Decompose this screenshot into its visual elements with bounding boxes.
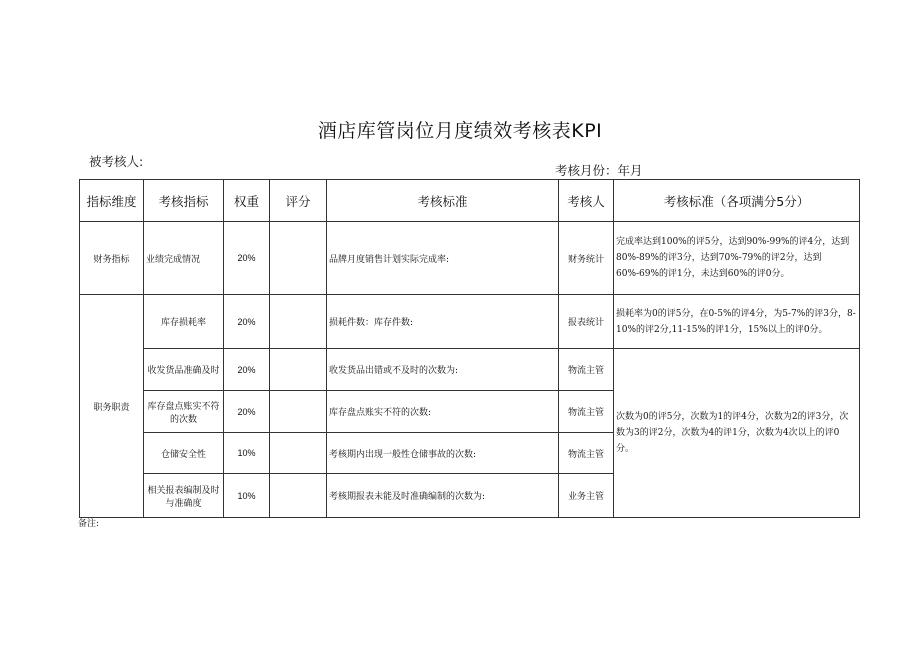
standard-cell: 完成率达到100%的评5分，达到90%-99%的评4分，达到80%-89%的评3分，达到70%-79%的评2分，达到60%-69%的评1分，未达到60%的评0分。 [614,222,860,295]
assessor-cell: 财务统计 [559,222,614,295]
table-row [80,295,860,349]
standard-cell: 损耗率为0的评5分，在0-5%的评4分，为5-7%的评3分，8-10%的评2分,11-15%的评1分，15%以上的评0分。 [614,295,860,349]
assessor-cell: 物流主管 [559,433,614,474]
weight-cell: 20% [224,349,270,391]
weight-cell: 10% [224,433,270,474]
score-cell[interactable] [270,391,327,433]
header-criteria: 考核标准 [327,180,559,222]
weight-cell: 20% [224,391,270,433]
header-score: 评分 [270,180,327,222]
assessor-cell: 报表统计 [559,295,614,349]
criteria-cell: 考核期内出现一般性仓储事故的次数: [327,433,559,474]
indicator-cell: 库存盘点账实不符的次数 [144,391,224,433]
criteria-cell: 损耗件数：库存件数: [327,295,559,349]
score-cell[interactable] [270,433,327,474]
remarks-label: 备注: [78,519,100,529]
assessor-cell: 物流主管 [559,391,614,433]
score-cell[interactable] [270,474,327,518]
assessor-cell: 业务主管 [559,474,614,518]
indicator-cell: 相关报表编制及时与准确度 [144,474,224,518]
page-title: 酒店库管岗位月度绩效考核表KPI [317,120,603,142]
table-row [80,222,860,295]
weight-cell: 10% [224,474,270,518]
criteria-cell: 考核期报表未能及时准确编制的次数为: [327,474,559,518]
table-row [80,349,860,391]
assessor-cell: 物流主管 [559,349,614,391]
header-dimension: 指标维度 [80,180,144,222]
header-standard: 考核标准（各项满分5分） [614,180,860,222]
criteria-cell: 品牌月度销售计划实际完成率: [327,222,559,295]
weight-cell: 20% [224,222,270,295]
score-cell[interactable] [270,295,327,349]
indicator-cell: 库存损耗率 [144,295,224,349]
weight-cell: 20% [224,295,270,349]
header-weight: 权重 [224,180,270,222]
indicator-cell: 仓储安全性 [144,433,224,474]
assessee-label: 被考核人: [89,154,144,169]
indicator-cell: 业绩完成情况 [144,222,224,295]
criteria-cell: 收发货品出错或不及时的次数为: [327,349,559,391]
assessment-month-label: 考核月份：年月 [555,163,643,178]
standard-cell: 次数为0的评5分，次数为1的评4分，次数为2的评3分，次数为3的评2分，次数为4的评1分，次数为4次以上的评0分。 [614,349,860,518]
dimension-cell: 财务指标 [80,222,144,295]
dimension-cell: 职务职责 [80,295,144,518]
header-indicator: 考核指标 [144,180,224,222]
header-assessor: 考核人 [559,180,614,222]
kpi-table [79,179,860,518]
table-header-row [80,180,860,222]
score-cell[interactable] [270,349,327,391]
score-cell[interactable] [270,222,327,295]
criteria-cell: 库存盘点账实不符的次数: [327,391,559,433]
indicator-cell: 收发货品准确及时 [144,349,224,391]
